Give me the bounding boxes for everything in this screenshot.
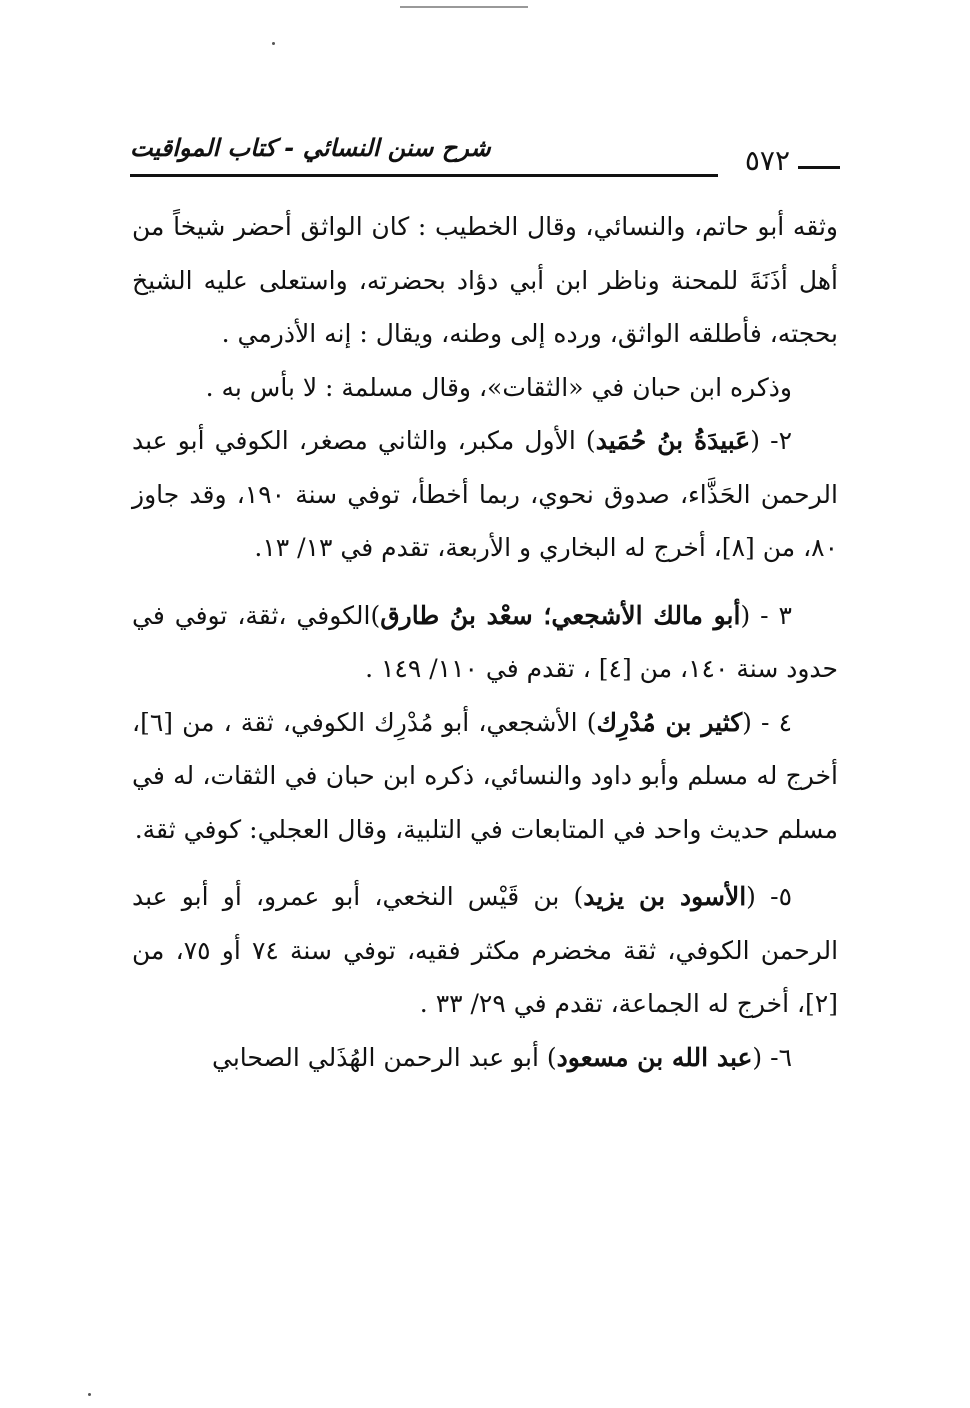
top-edge-rule bbox=[400, 6, 528, 8]
narrator-name: أبو مالك الأشجعي؛ سعْد بنُ طارق bbox=[380, 600, 741, 630]
scan-speck bbox=[88, 1393, 91, 1396]
page-number-dash bbox=[798, 166, 840, 169]
paragraph-4: ٣ - (أبو مالك الأشجعي؛ سعْد بنُ طارق)الكوفي ،ثقة، توفي في حدود سنة ١٤٠، من [٤] ، تقدم في ١١٠/ ١٤٩ . bbox=[132, 600, 838, 683]
narrator-name: كثير بن مُدْرِك bbox=[596, 707, 743, 737]
paragraph-3: ٢- (عَبيدَةُ بنُ حُمَيد) الأول مكبر، والثاني مصغر، الكوفي أبو عبد الرحمن الحَذَّاء، صدوق نحوي، ربما أخطأ، توفي سنة ١٩٠، وقد جاوز ٨٠، من [٨]، أخرج له البخاري و الأربعة، تقدم في ١٣/ ١٣. bbox=[132, 426, 838, 562]
narrator-name: عَبيدَةُ بنُ حُمَيد bbox=[595, 426, 751, 455]
body-text bbox=[132, 200, 838, 1084]
paragraph-6: ٥- (الأسود بن يزيد) بن قَيْس النخعي، أبو عمرو، أو أبو عبد الرحمن الكوفي، ثقة مخضرم مكثر فقيه، توفي سنة ٧٤ أو ٧٥، من [٢]، أخرج له الجماعة، تقدم في ٢٩/ ٣٣ . bbox=[132, 882, 839, 1018]
running-header bbox=[130, 130, 840, 180]
paragraph-2: وذكره ابن حبان في «الثقات»، وقال مسلمة : لا بأس به . bbox=[205, 372, 792, 402]
narrator-name: عبد الله بن مسعود bbox=[556, 1042, 753, 1072]
running-header-title: شرح سنن النسائي - كتاب المواقيت bbox=[130, 134, 491, 162]
narrator-name: الأسود بن يزيد bbox=[583, 882, 747, 911]
page-number: ٥٧٢ bbox=[744, 144, 790, 177]
scan-speck bbox=[272, 42, 275, 45]
paragraph-7: ٦- (عبد الله بن مسعود) أبو عبد الرحمن الهُذَلي الصحابي bbox=[212, 1042, 792, 1072]
header-rule bbox=[130, 174, 718, 177]
paragraph-5: ٤ - (كثير بن مُدْرِك) الأشجعي، أبو مُدْرِك الكوفي، ثقة ، من [٦]، أخرج له مسلم وأبو داود والنسائي، ذكره ابن حبان في الثقات، له في مسلم حديث واحد في المتابعات في التلبية، وقال العجلي: كوفي ثقة. bbox=[132, 707, 838, 844]
paragraph-1: وثقه أبو حاتم، والنسائي، وقال الخطيب : كان الواثق أحضر شيخاً من أهل أذَنَةَ للمحنة وناظر ابن أبي دؤاد بحضرته، واستعلى عليه الشيخ بحجته، فأطلقه الواثق، ورده إلى وطنه، ويقال : إنه الأذرمي . bbox=[132, 212, 838, 348]
